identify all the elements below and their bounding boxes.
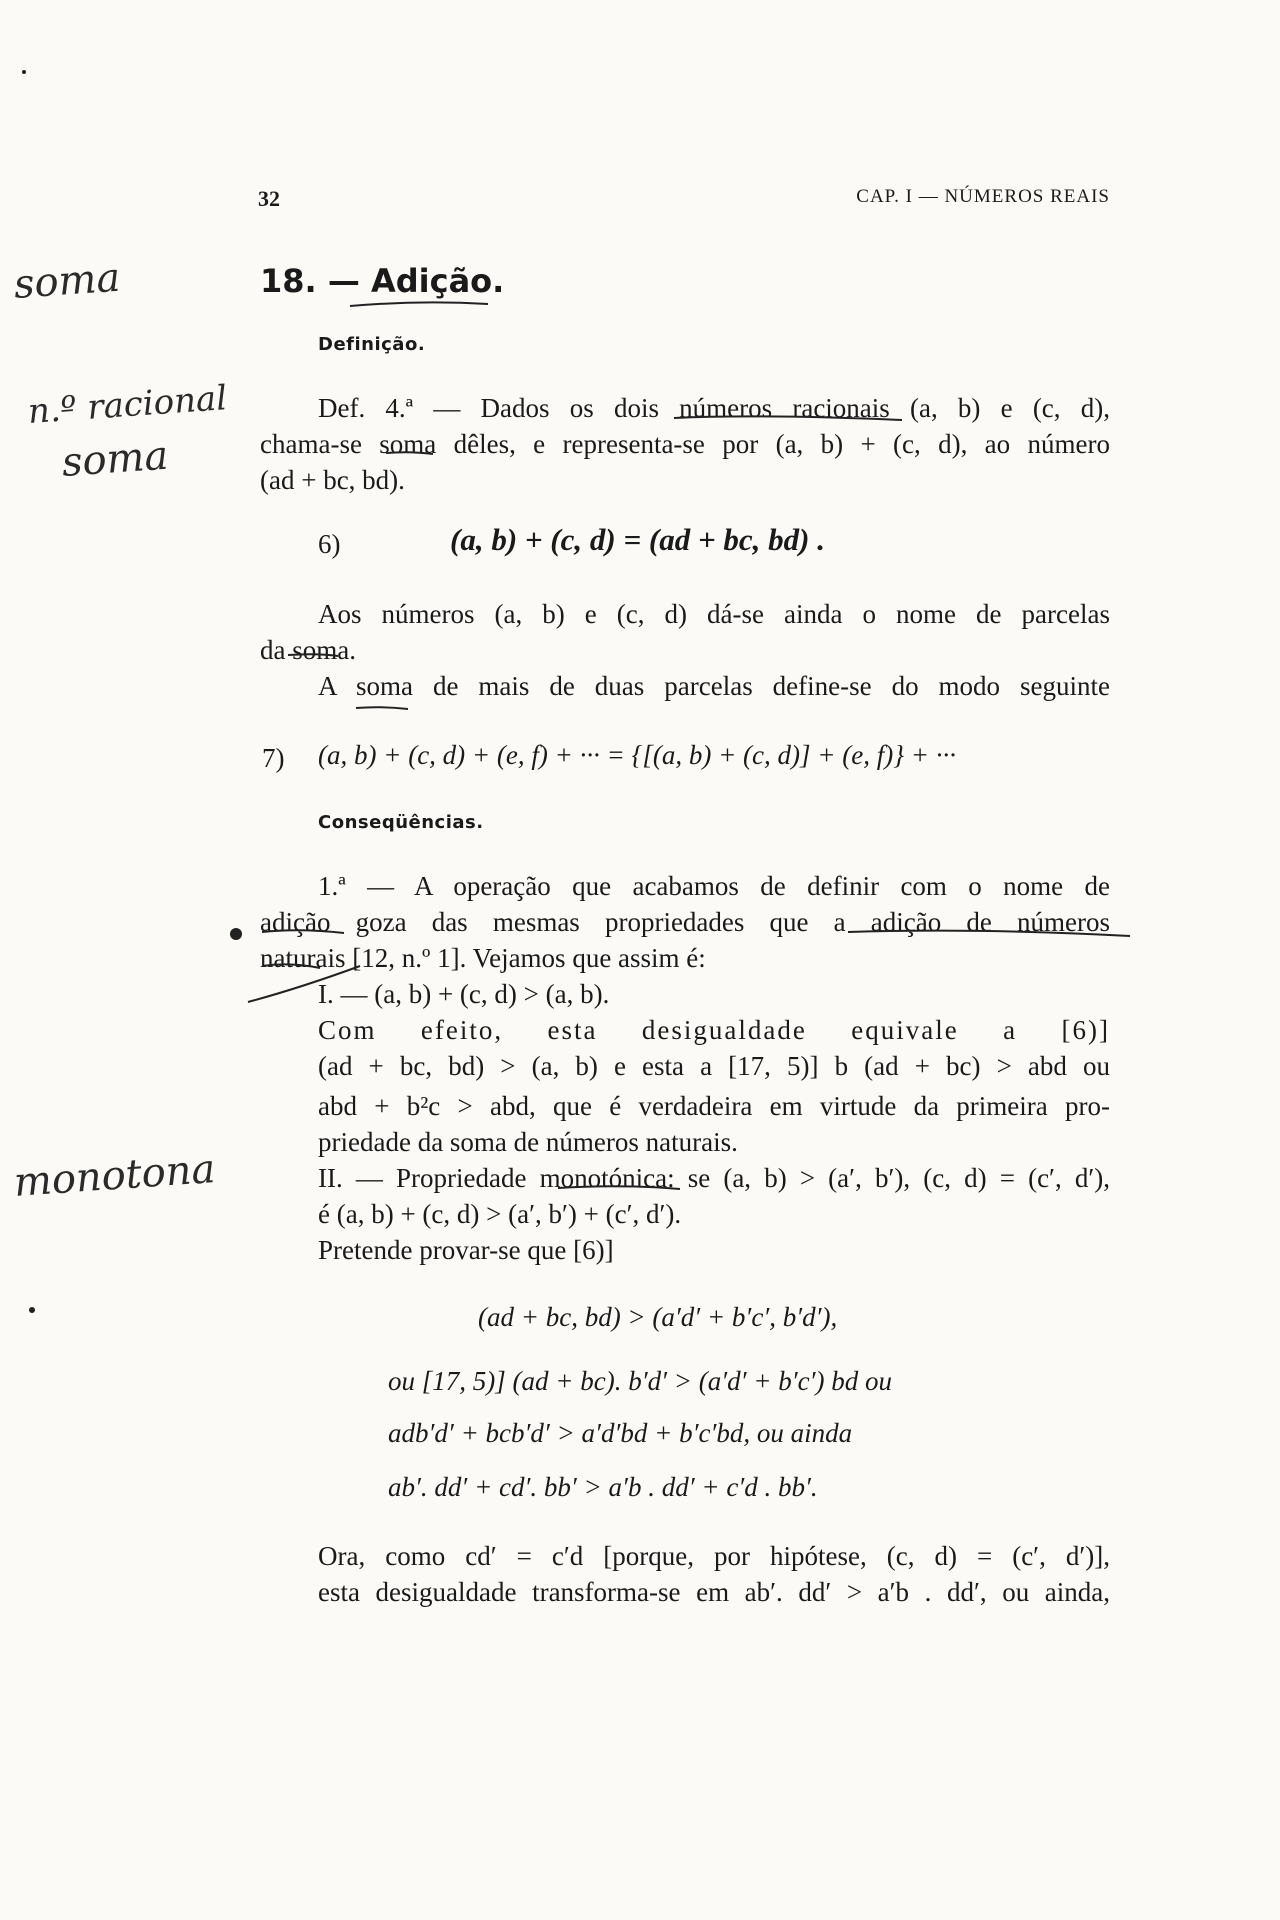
cons-line-10: é (a, b) + (c, d) > (a′, b′) + (c′, d′). bbox=[318, 1199, 682, 1229]
ink-dot bbox=[230, 928, 242, 940]
underline-adicao-naturais bbox=[848, 931, 1130, 936]
cons-line-4: I. — (a, b) + (c, d) > (a, b). bbox=[318, 979, 610, 1009]
margin-note-soma-1: soma bbox=[12, 254, 122, 308]
underline-adicao-2 bbox=[262, 930, 344, 933]
consequences-heading: Conseqüências. bbox=[318, 812, 484, 833]
parcelas-line-3: A soma de mais de duas parcelas define-se do modo seguinte bbox=[318, 671, 1110, 701]
def-line-1: Def. 4.ª — Dados os dois números racionais (a, b) e (c, d), bbox=[318, 393, 1110, 423]
def-line-2: chama-se soma dêles, e representa-se por (a, b) + (c, d), ao número bbox=[260, 429, 1110, 459]
eq7-label: 7) bbox=[262, 743, 285, 773]
eq6-label: 6) bbox=[318, 529, 341, 559]
proof-line-1: (ad + bc, bd) > (a′d′ + b′c′, b′d′), bbox=[478, 1302, 838, 1332]
section-title: 18. — Adição. bbox=[260, 262, 505, 300]
definition-heading: Definição. bbox=[318, 334, 426, 355]
underline-soma-parcelas bbox=[356, 707, 408, 709]
cons-line-1: 1.ª — A operação que acabamos de definir com o nome de bbox=[318, 871, 1110, 901]
cons-line-8: priedade da soma de números naturais. bbox=[318, 1127, 738, 1157]
cons-line-5: Com efeito, esta desigualdade equivale a [6)] bbox=[318, 1015, 1110, 1045]
margin-note-soma-2: soma bbox=[60, 432, 170, 486]
proof-line-3: adb′d′ + bcb′d′ > a′d′bd + b′c′bd, ou ainda bbox=[388, 1418, 853, 1448]
underline-soma-def bbox=[386, 452, 433, 454]
ink-speck-top bbox=[22, 70, 26, 74]
proof-line-4: ab′. dd′ + cd′. bb′ > a′b . dd′ + c′d . bb′. bbox=[388, 1472, 818, 1502]
def-line-3: (ad + bc, bd). bbox=[260, 465, 405, 495]
proof-line-2: ou [17, 5)] (ad + bc). b′d′ > (a′d′ + b′c′) bd ou bbox=[388, 1366, 893, 1396]
cons-line-11: Pretende provar-se que [6)] bbox=[318, 1235, 614, 1265]
margin-note-monotona: monotona bbox=[12, 1145, 217, 1206]
parcelas-line-1: Aos números (a, b) e (c, d) dá-se ainda o nome de parcelas bbox=[318, 599, 1110, 629]
margin-note-racional: n.º racional bbox=[26, 378, 229, 432]
arrow-line bbox=[248, 966, 360, 1002]
cons-line-6: (ad + bc, bd) > (a, b) e esta a [17, 5)] b (ad + bc) > abd ou bbox=[318, 1051, 1110, 1081]
cons-line-3: naturais [12, n.º 1]. Vejamos que assim é: bbox=[260, 943, 706, 973]
underline-da-soma bbox=[288, 654, 338, 656]
eq7-formula: (a, b) + (c, d) + (e, f) + ··· = {[(a, b) + (c, d)] + (e, f)} + ··· bbox=[318, 740, 956, 770]
underline-naturais bbox=[262, 964, 320, 968]
eq6-formula: (a, b) + (c, d) = (ad + bc, bd) . bbox=[450, 522, 825, 557]
underline-adicao bbox=[350, 302, 488, 306]
ink-speck bbox=[29, 1307, 35, 1313]
underline-numeros-racionais bbox=[674, 416, 902, 420]
running-title: CAP. I — NÚMEROS REAIS bbox=[856, 186, 1110, 207]
parcelas-line-2: da soma. bbox=[260, 635, 356, 665]
final-line-1: Ora, como cd′ = c′d [porque, por hipótese, (c, d) = (c′, d′)], bbox=[318, 1541, 1110, 1571]
cons-line-9: II. — Propriedade monotónica: se (a, b) > (a′, b′), (c, d) = (c′, d′), bbox=[318, 1163, 1110, 1193]
page-number: 32 bbox=[258, 186, 280, 211]
cons-line-7: abd + b²c > abd, que é verdadeira em virtude da primeira pro- bbox=[318, 1091, 1110, 1121]
underline-monotonica bbox=[558, 1186, 680, 1189]
final-line-2: esta desigualdade transforma-se em ab′. dd′ > a′b . dd′, ou ainda, bbox=[318, 1577, 1110, 1607]
cons-line-2: adição goza das mesmas propriedades que a adição de números bbox=[260, 907, 1110, 937]
